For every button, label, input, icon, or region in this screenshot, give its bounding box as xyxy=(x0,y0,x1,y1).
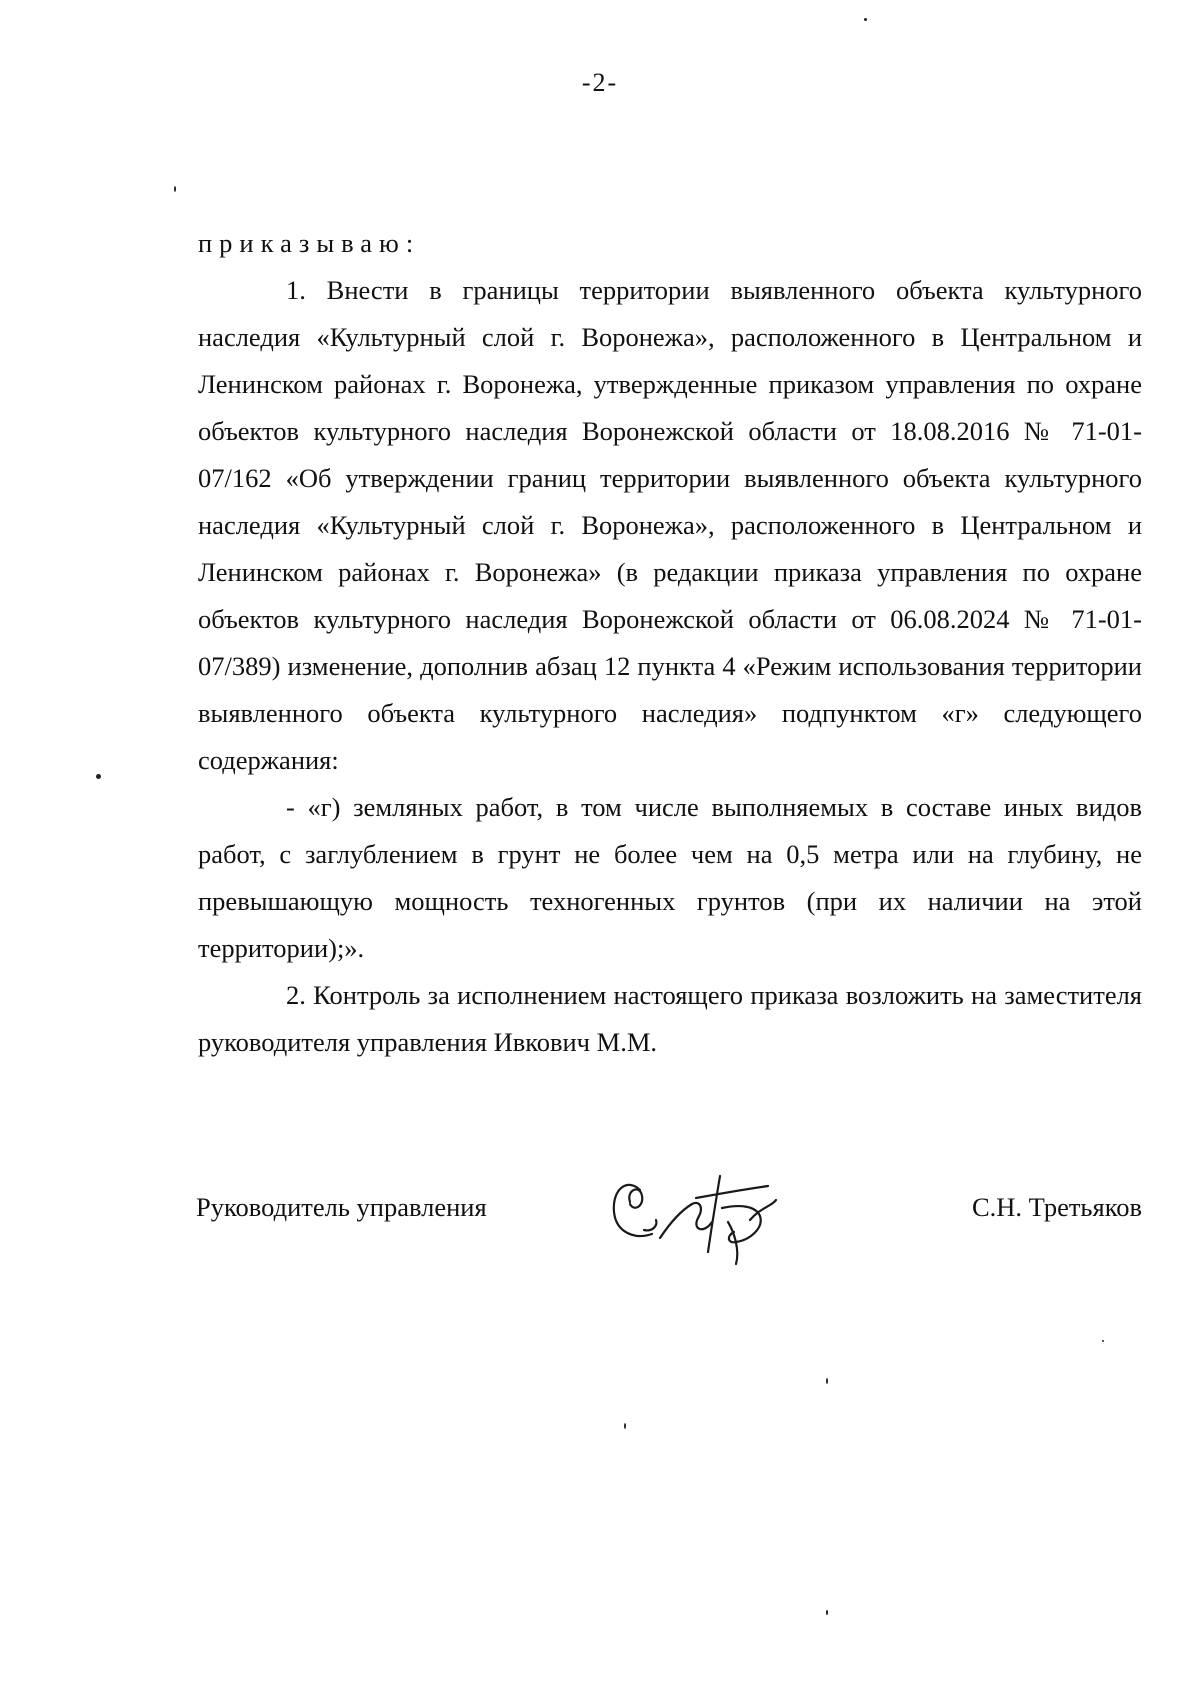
scan-speck xyxy=(826,1378,828,1384)
handwritten-signature xyxy=(600,1160,800,1270)
clause-2: 2. Контроль за исполнением настоящего приказа возложить на заместителя руководителя управления Ивкович М.М. xyxy=(198,980,1142,1057)
scan-speck xyxy=(624,1423,626,1429)
signatory-position: Руководитель управления xyxy=(196,1192,487,1222)
subclause-g: - «г) земляных работ, в том числе выполняемых в составе иных видов работ, с заглублением в грунт не более чем на 0,5 метра или на глубину, не превышающую мощность техногенных грунтов (при их наличии на этой территории);». xyxy=(198,792,1142,963)
scan-speck xyxy=(864,18,867,21)
scan-speck xyxy=(96,774,101,779)
page-number: -2- xyxy=(581,68,619,97)
order-body xyxy=(198,220,1142,1066)
scan-speck xyxy=(826,1610,828,1615)
clause-1: 1. Внести в границы территории выявленного объекта культурного наследия «Культурный слой г. Воронежа», расположенного в Центральном и Ленинском районах г. Воронежа, утвержденные приказом управления по охране объектов культурного наследия Воронежской области от 18.08.2016 № 71-01-07/162 «Об утверждении границ территории выявленного объекта культурного наследия «Культурный слой г. Воронежа», расположенного в Центральном и Ленинском районах г. Воронежа» (в редакции приказа управления по охране объектов культурного наследия Воронежской области от 06.08.2024 № 71-01-07/389) изменение, дополнив абзац 12 пункта 4 «Режим использования территории выявленного объекта культурного наследия» подпунктом «г» следующего содержания: xyxy=(198,275,1142,775)
scan-speck xyxy=(1102,1340,1104,1342)
order-word: приказываю: xyxy=(198,228,421,258)
signature-block xyxy=(196,1172,1142,1292)
scan-speck xyxy=(174,186,176,192)
signatory-name: С.Н. Третьяков xyxy=(971,1192,1142,1222)
